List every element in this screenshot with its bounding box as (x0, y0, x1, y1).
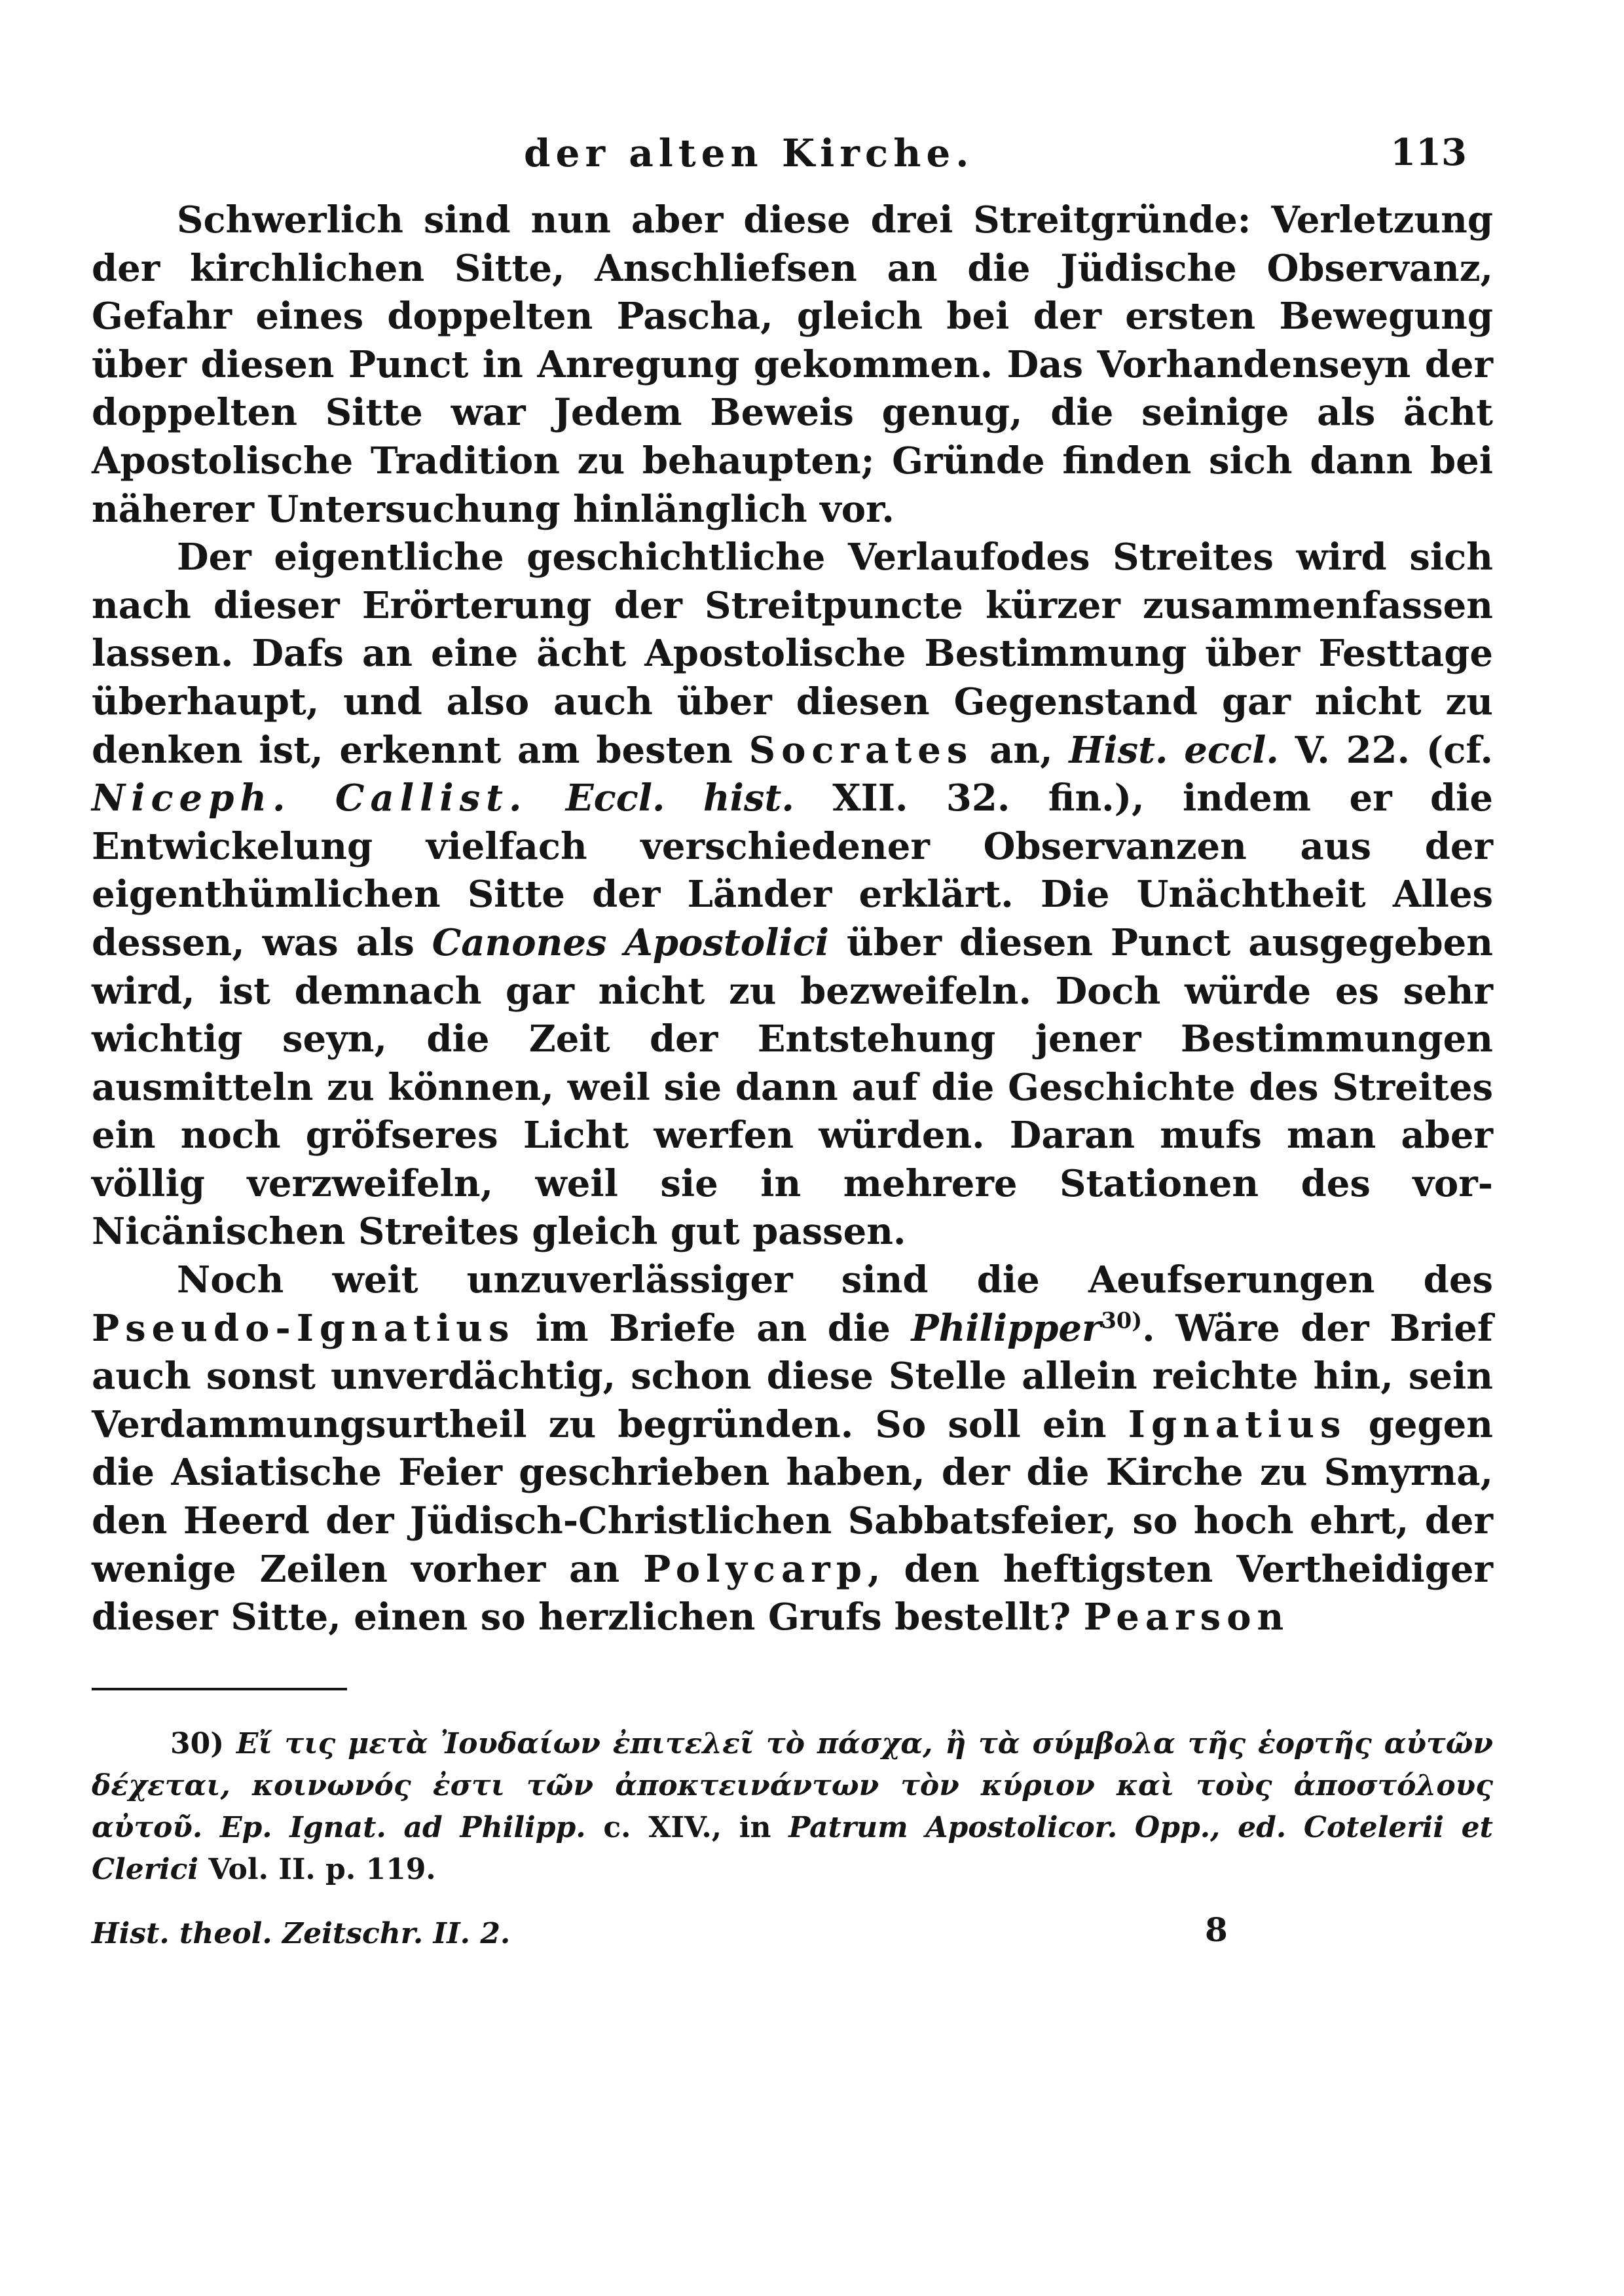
paragraph-1: Schwerlich sind nun aber diese drei Streitgründe: Verletzung der kirchlichen Sitte, Anschliefsen an die Jüdische Observanz, Gefahr eines doppelten Pascha, gleich bei der ersten Bewegung über diesen Punct in Anregung gekommen. Das Vorhandenseyn der doppelten Sitte war Jedem Beweis genug, die seinige als ächt Apostolische Tradition zu behaupten; Gründe finden sich dann bei näherer Untersuchung hinlänglich vor. (92, 198, 1493, 531)
page-number: 113 (1390, 131, 1467, 174)
signature-line (92, 1910, 1493, 1969)
signature-journal: Hist. theol. Zeitschr. II. 2. (92, 1916, 511, 1950)
paragraph-3-text-5: , den heftigsten Vertheidiger dieser Sitte, einen so herzlichen Grufs bestellt? (92, 1547, 1493, 1639)
reference-eccl-hist: Eccl. hist. (565, 776, 794, 820)
paragraph-2-text-5: XII. 32. fin.), indem er die Entwickelung vielfach verschiedener Observanzen aus der eigenthümlichen Sitte der Länder erklärt. Die Unächtheit Alles dessen, was als (92, 776, 1494, 964)
paragraph-2-text-1: Der eigentliche geschichtliche Verlaufodes Streites wird sich nach dieser Erörterung der Streitpuncte kürzer zusammenfassen lassen. Dafs an eine ächt Apostolische Bestimmung über Festtage überhaupt, und also auch über diesen Gegenstand gar nicht zu denken ist, erkennt am besten (92, 536, 1493, 772)
paragraph-3-text-1: Noch weit unzuverlässiger sind die Aeufserungen des (177, 1258, 1493, 1302)
name-niceph-callist: Niceph. Callist. (92, 776, 528, 820)
footnote (92, 1723, 1493, 1891)
paragraph-2-text-4 (528, 776, 566, 820)
reference-hist-eccl: Hist. eccl. (1069, 728, 1279, 772)
name-ignatius: Ignatius (1128, 1402, 1347, 1446)
footnote-marker: 30) (170, 1726, 225, 1760)
paragraph-3-text-2: im Briefe an die (515, 1306, 912, 1350)
name-pseudo-ignatius: Pseudo-Ignatius (92, 1306, 515, 1350)
footnote-rule (92, 1688, 347, 1690)
footnote-reference: 30) (1101, 1307, 1143, 1333)
page-header (92, 131, 1493, 196)
footnote-reference-patrum: Patrum Apostolicor. Opp., ed. Cotelerii et Clerici (92, 1810, 1493, 1886)
book-page (92, 131, 1493, 2226)
paragraph-2-text-6: über diesen Punct ausgegeben wird, ist demnach gar nicht zu bezweifeln. Doch würde es sehr wichtig seyn, die Zeit der Entstehung jener Bestimmungen ausmitteln zu können, weil sie dann auf die Geschichte des Streites ein noch gröfseres Licht werfen würden. Daran mufs man aber völlig verzweifeln, weil sie in mehrere Stationen des vor-Nicänischen Streites gleich gut passen. (92, 920, 1493, 1254)
signature-mark: 8 (1205, 1910, 1228, 1949)
name-socrates: Socrates (748, 728, 974, 772)
footnote-text-1: c. XIV., in (585, 1810, 789, 1844)
footnote-greek-text: Εἴ τις μετὰ Ἰουδαίων ἐπιτελεῖ τὸ πάσχα, ἢ τὰ σύμβολα τῆς ἑορτῆς αὐτῶν δέχεται, κοινωνός ἐστι τῶν ἀποκτεινάντων τὸν κύριον καὶ τοὺς ἀποστόλους αὐτοῦ. (92, 1726, 1493, 1844)
name-pearson: Pearson (1083, 1595, 1290, 1639)
running-head: der alten Kirche. (524, 131, 974, 175)
term-canones-apostolici: Canones Apostolici (432, 920, 830, 964)
term-philipper: Philipper (911, 1306, 1101, 1350)
footnote-reference-ep-ignat: Ep. Ignat. ad Philipp. (219, 1810, 586, 1844)
footnote-text-2: Vol. II. p. 119. (198, 1852, 436, 1886)
name-polycarp: Polycarp (643, 1547, 868, 1591)
paragraph-2-text-3: V. 22. (cf. (1278, 728, 1493, 772)
paragraph-3-text-4: gegen die Asiatische Feier geschrieben haben, der die Kirche zu Smyrna, den Heerd der Jüdisch-Christlichen Sabbatsfeier, so hoch ehrt, der wenige Zeilen vorher an (92, 1402, 1493, 1591)
paragraph-3-text-3: . Wäre der Brief auch sonst unverdächtig, schon diese Stelle allein reichte hin, sein Verdammungsurtheil zu begründen. So soll ein (92, 1306, 1493, 1446)
paragraph-2 (92, 534, 1493, 1256)
paragraph-3 (92, 1256, 1493, 1642)
paragraph-2-text-2: an, (973, 728, 1069, 772)
body-text (92, 196, 1493, 1642)
